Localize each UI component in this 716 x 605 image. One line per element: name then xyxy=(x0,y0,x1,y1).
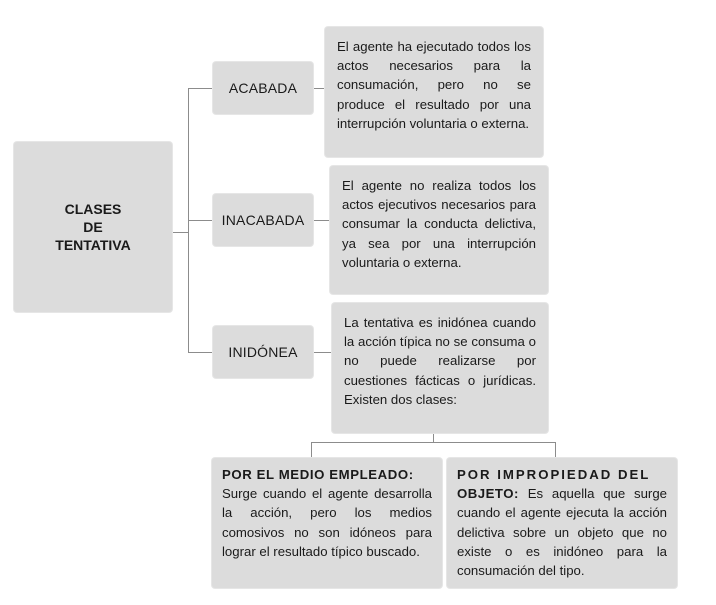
category-label: INIDÓNEA xyxy=(228,344,298,360)
connector-to-acabada xyxy=(188,88,213,89)
connector-subclass-left xyxy=(311,442,312,458)
root-line-3: TENTATIVA xyxy=(55,237,131,253)
root-node xyxy=(14,142,172,312)
description-inacabada xyxy=(330,166,548,294)
subclass-title-line-1: POR IMPROPIEDAD DEL xyxy=(457,467,651,482)
description-text: La tentativa es inidónea cuando la acción típica no se consuma o no puede realizarse por cuestiones fácticas o jurídicas. Existen dos clases: xyxy=(344,315,536,407)
subclass-text: Es aquella que surge cuando el agente ejecuta la acción delictiva sobre un objeto que no existe o es inidóneo para la consumación del tipo. xyxy=(457,486,667,579)
connector-subclass-bar xyxy=(311,442,555,443)
root-line-2: DE xyxy=(83,219,103,235)
root-line-1: CLASES xyxy=(64,201,122,217)
root-title xyxy=(55,200,130,254)
category-acabada xyxy=(213,62,313,114)
subclass-title: POR EL MEDIO EMPLEADO: xyxy=(222,467,414,482)
connector-to-inacabada xyxy=(188,220,213,221)
connector-inacabada-desc xyxy=(313,220,330,221)
description-text: El agente ha ejecutado todos los actos necesarios para la consumación, pero no se produce el resultado por una interrupción voluntaria o externa. xyxy=(337,39,531,131)
connector-to-inidonea xyxy=(188,352,213,353)
subclass-body xyxy=(457,484,667,580)
description-text: El agente no realiza todos los actos ejecutivos necesarios para consumar la conducta delictiva, ya sea por una interrupción voluntaria o externa. xyxy=(342,178,536,270)
connector-subclass-right xyxy=(555,442,556,458)
subclass-impropiedad-objeto xyxy=(447,458,677,588)
category-label: ACABADA xyxy=(228,80,298,96)
subclass-title-line-2: OBJETO: xyxy=(457,486,519,502)
connector-inidonea-desc xyxy=(313,352,332,353)
description-acabada xyxy=(325,27,543,157)
category-inidonea xyxy=(213,326,313,378)
subclass-medio-empleado xyxy=(212,458,442,588)
category-label: INACABADA xyxy=(221,212,305,228)
description-inidonea xyxy=(332,303,548,433)
connector-subclass-stem xyxy=(433,433,434,442)
subclass-text: Surge cuando el agente desarrolla la acción, pero los medios comosivos no son idóneos para lograr el resultado típico buscado. xyxy=(222,486,432,559)
connector-acabada-desc xyxy=(313,88,325,89)
connector-root-to-trunk xyxy=(172,232,188,233)
category-inacabada xyxy=(213,194,313,246)
